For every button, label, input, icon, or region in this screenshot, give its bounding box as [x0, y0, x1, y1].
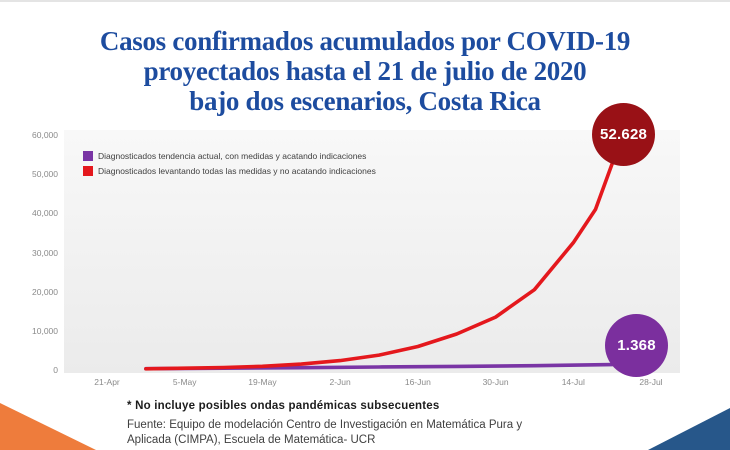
y-tick-label: 10,000	[32, 325, 58, 336]
red-scenario-value-badge	[592, 103, 655, 166]
source-line-1: Fuente: Equipo de modelación Centro de Investigación en Matemática Pura y	[127, 419, 523, 431]
y-tick-label: 40,000	[32, 208, 58, 219]
legend-item	[83, 148, 376, 163]
blue-corner-decoration	[648, 408, 730, 450]
x-tick-label: 30-Jun	[482, 377, 509, 387]
y-tick-label: 60,000	[32, 130, 58, 140]
title-line-3: bajo dos escenarios, Costa Rica	[189, 86, 541, 116]
source-line-2: Aplicada (CIMPA), Escuela de Matemática- UCR	[127, 434, 376, 446]
x-tick-label: 14-Jul	[561, 377, 585, 387]
legend-label: Diagnosticados levantando todas las medidas y no acatando indicaciones	[98, 165, 376, 176]
series-line-1	[146, 164, 612, 369]
title-line-1: Casos confirmados acumulados por COVID-19	[99, 26, 631, 56]
x-tick-label: 28-Jul	[639, 377, 663, 387]
purple-scenario-value: 1.368	[617, 337, 656, 354]
orange-corner-decoration	[0, 403, 96, 450]
chart-legend	[83, 148, 376, 178]
red-scenario-value: 52.628	[599, 126, 648, 143]
y-tick-label: 20,000	[32, 286, 58, 297]
legend-label: Diagnosticados tendencia actual, con medidas y acatando indicaciones	[98, 150, 367, 161]
legend-swatch-icon	[83, 151, 93, 161]
legend-swatch-icon	[83, 166, 93, 176]
y-tick-label: 30,000	[32, 247, 58, 258]
footnote-text: * No incluye posibles ondas pandémicas subsecuentes	[127, 400, 440, 412]
purple-scenario-value-badge	[605, 314, 668, 377]
y-tick-label: 0	[53, 365, 58, 375]
title-line-2: proyectados hasta el 21 de julio de 2020	[143, 56, 587, 86]
legend-item	[83, 163, 376, 178]
x-tick-label: 21-Apr	[94, 377, 120, 387]
x-tick-label: 5-May	[172, 377, 197, 387]
x-tick-label: 16-Jun	[404, 377, 431, 387]
y-tick-label: 50,000	[32, 169, 58, 180]
x-tick-label: 19-May	[248, 377, 277, 387]
x-tick-label: 2-Jun	[329, 377, 351, 387]
